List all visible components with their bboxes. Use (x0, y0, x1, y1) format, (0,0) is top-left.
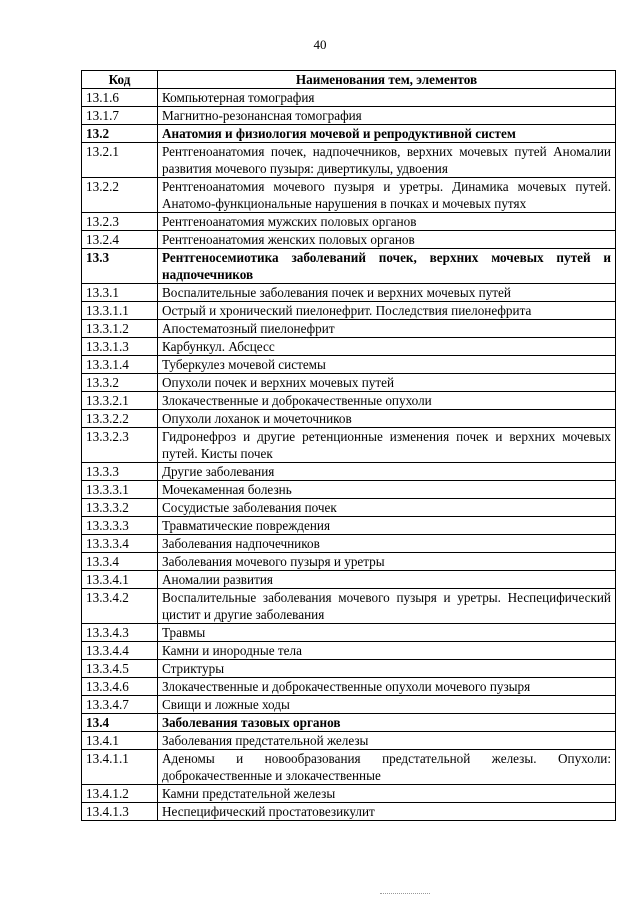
table-row (82, 178, 616, 213)
row-code: 13.1.6 (82, 89, 158, 107)
row-name: Рентгеносемиотика заболеваний почек, верхних мочевых путей и надпочечников (158, 249, 616, 284)
table-row (82, 517, 616, 535)
table-header-row (82, 71, 616, 89)
row-code: 13.4.1.1 (82, 750, 158, 785)
row-code: 13.3.1.1 (82, 302, 158, 320)
table-row (82, 213, 616, 231)
header-name: Наименования тем, элементов (158, 71, 616, 89)
table-row (82, 714, 616, 732)
row-code: 13.3.4.5 (82, 660, 158, 678)
row-name: Магнитно-резонансная томография (158, 107, 616, 125)
row-name: Травматические повреждения (158, 517, 616, 535)
table-row (82, 428, 616, 463)
row-code: 13.4.1.2 (82, 785, 158, 803)
row-code: 13.2.1 (82, 143, 158, 178)
row-name: Заболевания тазовых органов (158, 714, 616, 732)
row-name: Мочекаменная болезнь (158, 481, 616, 499)
row-name: Карбункул. Абсцесс (158, 338, 616, 356)
row-code: 13.3.4.1 (82, 571, 158, 589)
row-code: 13.3.3.4 (82, 535, 158, 553)
table-row (82, 302, 616, 320)
table-row (82, 374, 616, 392)
table-row (82, 463, 616, 481)
row-code: 13.2 (82, 125, 158, 143)
table-row (82, 589, 616, 624)
row-name: Воспалительные заболевания мочевого пузыря и уретры. Неспецифический цистит и другие заболевания (158, 589, 616, 624)
row-name: Рентгеноанатомия мочевого пузыря и уретры. Динамика мочевых путей. Анатомо-функциональные нарушения в почках и мочевых путях (158, 178, 616, 213)
table-row (82, 249, 616, 284)
table-row (82, 338, 616, 356)
row-code: 13.1.7 (82, 107, 158, 125)
table-row (82, 803, 616, 821)
row-name: Апостематозный пиелонефрит (158, 320, 616, 338)
row-code: 13.4 (82, 714, 158, 732)
row-code: 13.4.1.3 (82, 803, 158, 821)
topics-table (81, 70, 616, 821)
table-row (82, 356, 616, 374)
row-name: Травмы (158, 624, 616, 642)
row-name: Рентгеноанатомия женских половых органов (158, 231, 616, 249)
row-name: Опухоли почек и верхних мочевых путей (158, 374, 616, 392)
table-row (82, 89, 616, 107)
table-row (82, 499, 616, 517)
row-name: Другие заболевания (158, 463, 616, 481)
row-code: 13.2.2 (82, 178, 158, 213)
table-row (82, 624, 616, 642)
row-name: Рентгеноанатомия мужских половых органов (158, 213, 616, 231)
row-name: Туберкулез мочевой системы (158, 356, 616, 374)
table-row (82, 284, 616, 302)
row-name: Опухоли лоханок и мочеточников (158, 410, 616, 428)
table-row (82, 660, 616, 678)
row-name: Стриктуры (158, 660, 616, 678)
row-name: Рентгеноанатомия почек, надпочечников, верхних мочевых путей Аномалии развития мочевого пузыря: дивертикулы, удвоения (158, 143, 616, 178)
row-code: 13.3.4.7 (82, 696, 158, 714)
row-name: Камни и инородные тела (158, 642, 616, 660)
table-row (82, 392, 616, 410)
row-code: 13.3.3 (82, 463, 158, 481)
row-name: Анатомия и физиология мочевой и репродуктивной систем (158, 125, 616, 143)
header-code: Код (82, 71, 158, 89)
row-name: Аномалии развития (158, 571, 616, 589)
row-name: Аденомы и новообразования предстательной железы. Опухоли: доброкачественные и злокачественные (158, 750, 616, 785)
table-row (82, 696, 616, 714)
table-row (82, 320, 616, 338)
row-name: Злокачественные и доброкачественные опухоли (158, 392, 616, 410)
table-row (82, 125, 616, 143)
table-row (82, 481, 616, 499)
row-name: Сосудистые заболевания почек (158, 499, 616, 517)
table-row (82, 750, 616, 785)
row-code: 13.3.1.2 (82, 320, 158, 338)
table-row (82, 642, 616, 660)
row-name: Свищи и ложные ходы (158, 696, 616, 714)
row-code: 13.2.3 (82, 213, 158, 231)
table-row (82, 107, 616, 125)
row-name: Острый и хронический пиелонефрит. Последствия пиелонефрита (158, 302, 616, 320)
row-name: Заболевания предстательной железы (158, 732, 616, 750)
table-row (82, 143, 616, 178)
row-code: 13.3.4.3 (82, 624, 158, 642)
row-code: 13.2.4 (82, 231, 158, 249)
row-code: 13.3.1 (82, 284, 158, 302)
table-row (82, 785, 616, 803)
row-code: 13.3.4.2 (82, 589, 158, 624)
row-code: 13.3.3.2 (82, 499, 158, 517)
table-row (82, 410, 616, 428)
row-code: 13.3.2.2 (82, 410, 158, 428)
table-row (82, 571, 616, 589)
row-code: 13.3.1.3 (82, 338, 158, 356)
row-code: 13.3.1.4 (82, 356, 158, 374)
row-code: 13.3.3.3 (82, 517, 158, 535)
row-code: 13.3.4.6 (82, 678, 158, 696)
table-row (82, 231, 616, 249)
row-name: Воспалительные заболевания почек и верхних мочевых путей (158, 284, 616, 302)
row-code: 13.3.2 (82, 374, 158, 392)
scan-artifact (380, 893, 430, 895)
row-code: 13.3 (82, 249, 158, 284)
table-row (82, 535, 616, 553)
row-name: Заболевания надпочечников (158, 535, 616, 553)
row-code: 13.3.2.3 (82, 428, 158, 463)
row-code: 13.3.4.4 (82, 642, 158, 660)
row-name: Камни предстательной железы (158, 785, 616, 803)
row-code: 13.3.3.1 (82, 481, 158, 499)
row-name: Гидронефроз и другие ретенционные изменения почек и верхних мочевых путей. Кисты почек (158, 428, 616, 463)
row-name: Компьютерная томография (158, 89, 616, 107)
page-number: 40 (313, 37, 327, 52)
row-code: 13.4.1 (82, 732, 158, 750)
table-row (82, 553, 616, 571)
row-name: Заболевания мочевого пузыря и уретры (158, 553, 616, 571)
row-name: Неспецифический простатовезикулит (158, 803, 616, 821)
row-name: Злокачественные и доброкачественные опухоли мочевого пузыря (158, 678, 616, 696)
row-code: 13.3.4 (82, 553, 158, 571)
table-row (82, 678, 616, 696)
table-row (82, 732, 616, 750)
row-code: 13.3.2.1 (82, 392, 158, 410)
